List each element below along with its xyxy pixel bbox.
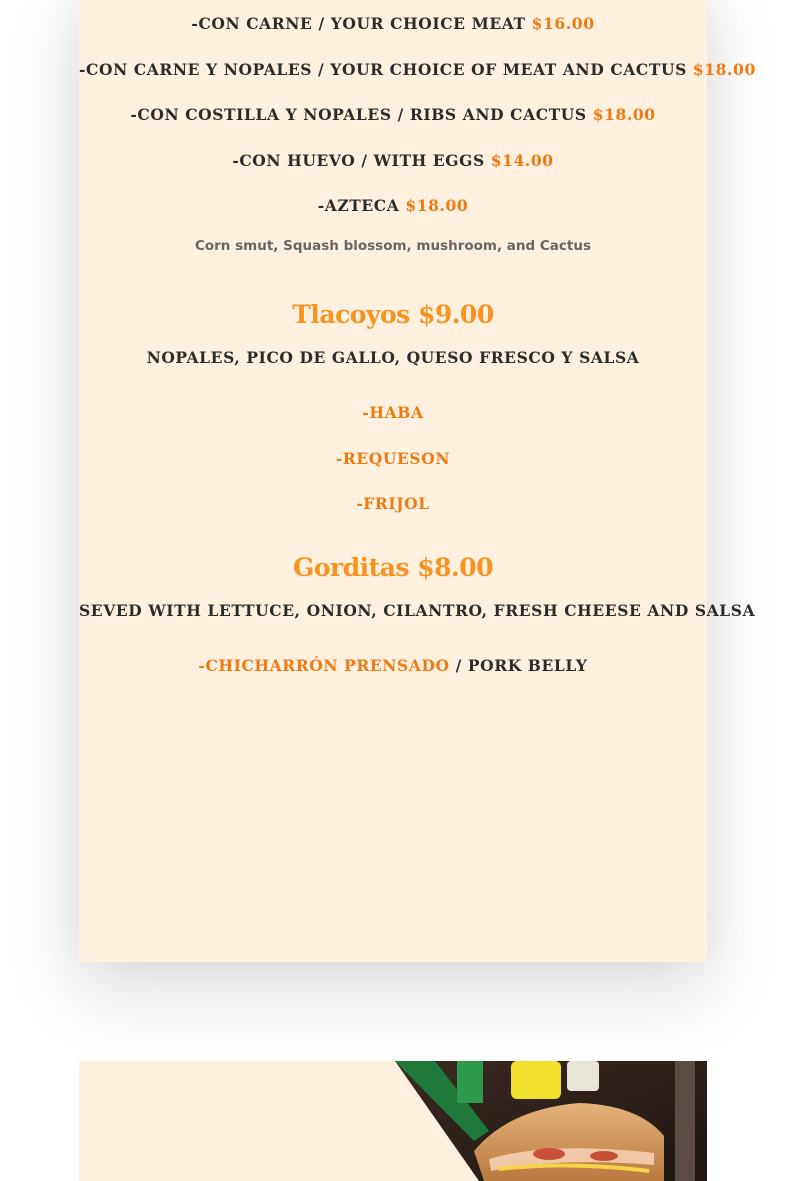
menu-item-price: $14.00	[490, 151, 554, 170]
tlacoyos-heading: Tlacoyos $9.00	[292, 300, 494, 329]
tlacoyos-option-requeson: -REQUESON	[335, 449, 451, 468]
menu-item-name: -CON HUEVO / WITH EGGS	[232, 151, 491, 170]
menu-item-con-huevo	[79, 151, 707, 170]
gorditas-subtitle: SEVED WITH LETTUCE, ONION, CILANTRO, FRESH CHEESE AND SALSA	[79, 601, 756, 620]
gorditas-heading: Gorditas $8.00	[293, 553, 493, 582]
tlacoyos-subtitle: NOPALES, PICO DE GALLO, QUESO FRESCO Y SALSA	[146, 348, 640, 367]
tlacoyos-option-haba: -HABA	[362, 403, 424, 422]
menu-card	[79, 0, 756, 962]
menu-item-price: $18.00	[405, 196, 469, 215]
gorditas-option-name: -CHICHARRÓN PRENSADO	[198, 656, 450, 675]
menu-item-con-costilla	[79, 105, 707, 124]
gorditas-option-translation: / PORK BELLY	[449, 656, 588, 675]
menu-item-name: -CON CARNE / YOUR CHOICE MEAT	[191, 14, 532, 33]
menu-item-con-carne-y-nopales	[79, 60, 756, 79]
promo-section	[79, 1061, 707, 1181]
gorditas-option-chicharron	[79, 656, 707, 675]
menu-item-name: -AZTECA	[317, 196, 406, 215]
tlacoyos-option-frijol: -FRIJOL	[356, 494, 430, 513]
menu-item-name: -CON COSTILLA Y NOPALES / RIBS AND CACTUS	[130, 105, 593, 124]
menu-item-azteca	[79, 196, 707, 215]
menu-item-price: $18.00	[592, 105, 656, 124]
menu-item-price: $18.00	[692, 60, 756, 79]
azteca-description: Corn smut, Squash blossom, mushroom, and Cactus	[194, 238, 592, 254]
menu-item-name: -CON CARNE Y NOPALES / YOUR CHOICE OF MEAT AND CACTUS	[79, 60, 693, 79]
menu-item-price: $16.00	[531, 14, 595, 33]
torta-photo	[79, 1061, 707, 1181]
menu-item-con-carne	[79, 14, 707, 33]
